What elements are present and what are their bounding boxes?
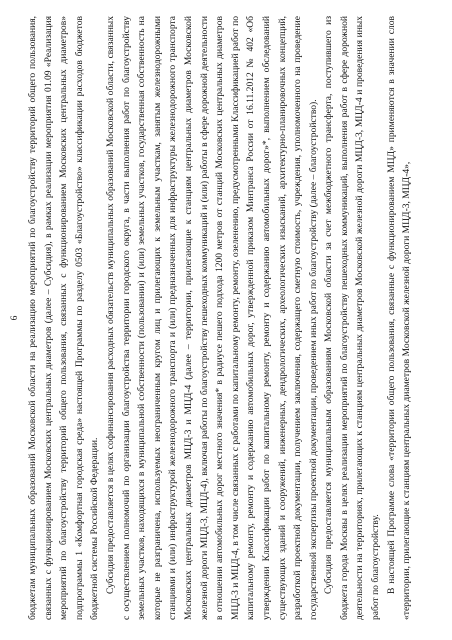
- paragraph-4: В настоящей Программе слова «территории общего пользования, связанные с функционированием МЦД» применяются в значении слов «территории, прилегающие к станциям центральных диаметров Московской железной дороги МЦД-3, МЦД-4»,: [385, 16, 413, 620]
- page-number: 6: [10, 315, 20, 321]
- paragraph-1: бюджетам муниципальных образований Московской области на реализацию мероприятий по благоустройству территорий общего пользования, связанных с функционированием Московских центральных диаметров (далее – Субсидия), в рамках реализации мероприятия 01.09 «Реализация мероприятий по благоустройству территорий общего пользования, связанных с функционированием Московских центральных диаметров» подпрограммы 1 «Комфортная городская среда» настоящей Программы по разделу 0503 «Благоустройство» классификации расходов бюджетов бюджетной системы Российской Федерации.: [27, 16, 101, 620]
- paragraph-3: Субсидия предоставляется муниципальным образованиям Московской области за счет межбюджетного трансферта, поступившего из бюджета города Москвы в целях реализации мероприятий по благоустройству пешеходных коммуникаций, выполнения работ в сфере дорожной деятельности на территориях, прилегающих к станциям центральных диаметров Московской железной дороги МЦД-3, МЦД-4 и проведения иных работ по благоустройству.: [323, 16, 382, 620]
- paragraph-2: Субсидия предоставляется в целях софинансирования расходных обязательств муниципальных образований Московской области, связанных с осуществлением полномочий по организации благоустройства территории городского округа, в части выполнения работ по благоустройству земельных участков, находящихся в муниципальной собственности (пользовании) и (или) земельных участков, государственная собственность на которые не разграничена, используемых неограниченным кругом лиц и прилегающих к земельным участкам, занятым железнодорожными станциями и (или) инфраструктурой железнодорожного транспорта и (или) предназначенных для инфраструктуры железнодорожного транспорта Московских центральных диаметров МЦД-3 и МЦД-4 (далее – территории, прилегающие к станциям центральных диаметров Московской железной дороги МЦД-3, МЦД-4), включая работы по благоустройству пешеходных коммуникаций и (или) работы в сфере дорожной деятельности в отношении автомобильных дорог местного значения* в радиусе пешего подхода 1200 метров от станций Московских центральных диаметров МЦД-3 и МЦД-4, в том числе связанных с работами по капитальному ремонту, ремонту, озеленению, предусмотренными Классификацией работ по капитальному ремонту, ремонту и содержанию автомобильных дорог, утвержденной приказом Минтранса России от 16.11.2012 № 402 «Об утверждении Классификации работ по капитальному ремонту, ремонту и содержанию автомобильных дорог»*, выполнением обследований существующих зданий и сооружений, инженерных, дендрологических, археологических изысканий, архитектурно-планировочных концепций, разработкой проектной документации, получением заключения, содержащего сметную стоимость, учреждения, уполномоченного на проведение государственной экспертизы проектной документации, проведением иных работ по благоустройству (далее – благоустройство).: [104, 16, 319, 620]
- rotated-text-block: [9, 16, 441, 620]
